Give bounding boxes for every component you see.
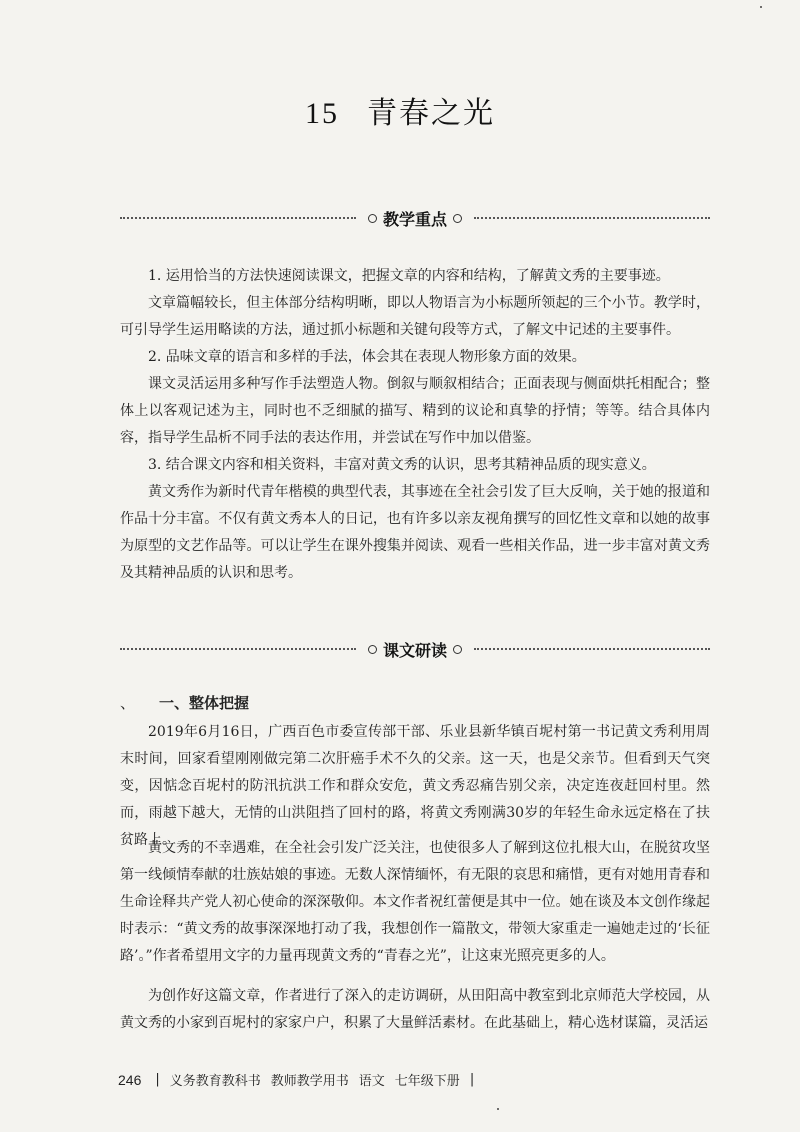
paragraph: 文章篇幅较长，但主体部分结构明晰，即以人物语言为小标题所领起的三个小节。教学时，可引导学生运用略读的方法，通过抓小标题和关键句段等方式，了解文中记述的主要事件。	[120, 295, 710, 338]
ring-icon	[453, 645, 462, 654]
page-footer: 246 | 义务教育教科书 教师教学用书 语文 七年级下册 |	[118, 1071, 475, 1089]
dotted-divider	[120, 648, 356, 650]
lesson-title: 青春之光	[367, 96, 495, 131]
lesson-number: 15	[305, 97, 339, 130]
pen-mark: 、	[120, 694, 136, 712]
paragraph: 2019年6月16日，广西百色市委宣传部干部、乐业县新华镇百坭村第一书记黄文秀利用周末时间，回家看望刚刚做完第二次肝癌手术不久的父亲。这一天，也是父亲节。但看到天气突变，因惦念百坭村的防汛抗洪工作和群众安危，黄文秀忍痛告别父亲，决定连夜赶回村里。然而，雨越下越大，无情的山洪阻挡了回村的路，将黄文秀刚满30岁的年轻生命永远定格在了扶贫路上。	[120, 724, 710, 848]
footer-grade: 七年级下册	[394, 1074, 460, 1089]
paragraph: 1. 运用恰当的方法快速阅读课文，把握文章的内容和结构，了解黄文秀的主要事迹。	[148, 268, 670, 284]
section-heading: 教学重点	[383, 209, 448, 229]
paragraph: 为创作好这篇文章，作者进行了深入的走访调研，从田阳高中教室到北京师范大学校园，从黄文秀的小家到百坭村的家家户户，积累了大量鲜活素材。在此基础上，精心选材谋篇，灵活运	[120, 988, 710, 1031]
ring-icon	[368, 645, 377, 654]
dotted-divider	[474, 217, 710, 219]
footer-subject: 语文	[358, 1074, 385, 1089]
section-header-text-study	[120, 637, 710, 661]
paragraph: 黄文秀的不幸遇难，在全社会引发广泛关注，也使很多人了解到这位扎根大山，在脱贫攻坚第一线倾情奉献的壮族姑娘的事迹。无数人深情缅怀，有无限的哀思和痛惜，更有对她用青春和生命诠释共产党人初心使命的深深敬仰。本文作者祝红蕾便是其中一位。她在谈及本文创作缘起时表示：“黄文秀的故事深深地打动了我，我想创作一篇散文，带领大家重走一遍她走过的‘长征路’。”作者希望用文字的力量再现黄文秀的“青春之光”，让这束光照亮更多的人。	[120, 840, 710, 964]
dotted-divider	[474, 648, 710, 650]
page-number: 246	[118, 1071, 142, 1088]
scan-speck	[497, 1108, 499, 1110]
ring-icon	[368, 214, 377, 223]
paragraph: 3. 结合课文内容和相关资料，丰富对黄文秀的认识，思考其精神品质的现实意义。	[148, 457, 656, 473]
paragraph: 2. 品味文章的语言和多样的手法，体会其在表现人物形象方面的效果。	[148, 349, 586, 365]
page-title	[0, 88, 800, 132]
section-heading: 课文研读	[383, 640, 448, 660]
footer-book: 义务教育教科书	[169, 1074, 261, 1089]
section-header-teaching-focus	[120, 206, 710, 230]
dotted-divider	[120, 217, 356, 219]
paragraph: 黄文秀作为新时代青年楷模的典型代表，其事迹在全社会引发了巨大反响，关于她的报道和作品十分丰富。不仅有黄文秀本人的日记，也有许多以亲友视角撰写的回忆性文章和以她的故事为原型的文艺作品等。可以让学生在课外搜集并阅读、观看一些相关作品，进一步丰富对黄文秀及其精神品质的认识和思考。	[120, 484, 710, 581]
subheading	[120, 692, 249, 713]
paragraph: 课文灵活运用多种写作手法塑造人物。倒叙与顺叙相结合；正面表现与侧面烘托相配合；整体上以客观记述为主，同时也不乏细腻的描写、精到的议论和真挚的抒情；等等。结合具体内容，指导学生品析不同手法的表达作用，并尝试在写作中加以借鉴。	[120, 376, 710, 446]
footer-guide: 教师教学用书	[270, 1074, 349, 1089]
ring-icon	[453, 214, 462, 223]
scan-speck	[760, 6, 762, 8]
subheading-text: 一、整体把握	[159, 694, 250, 712]
